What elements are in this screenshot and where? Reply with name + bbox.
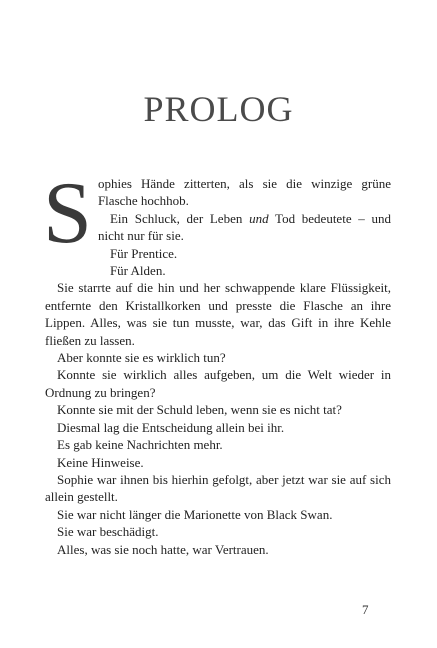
- page-number: 7: [362, 602, 369, 617]
- chapter-title: PROLOG: [143, 89, 294, 129]
- paragraph-2: [45, 210, 391, 245]
- paragraph-2-text-a: Ein Schluck, der Leben: [109, 210, 250, 226]
- paragraph-3: Für Prentice.: [109, 245, 178, 261]
- paragraph-10: Es gab keine Nachrichten mehr.: [57, 437, 223, 453]
- body-text: [43, 165, 392, 558]
- paragraph-11: Keine Hinweise.: [57, 454, 144, 470]
- paragraph-2-emphasis: und: [249, 210, 269, 226]
- paragraph-9: Diesmal lag die Entscheidung allein bei ihr.: [57, 419, 285, 435]
- paragraph-8: Konnte sie mit der Schuld leben, wenn sie es nicht tat?: [57, 402, 342, 418]
- drop-cap: S: [43, 165, 92, 262]
- paragraph-7: Konnte sie wirklich alles aufgeben, um die Welt wieder in Ordnung zu bringen?: [45, 367, 391, 400]
- paragraph-6: Aber konnte sie es wirklich tun?: [57, 350, 226, 366]
- paragraph-5: Sie starrte auf die hin und her schwappende klare Flüssigkeit, entfernte den Kristallkorken und presste die Flasche an ihre Lippen. Alles, was sie tun musste, war, das Gift in ihre Kehle fließen zu lassen.: [45, 280, 391, 348]
- paragraph-15: Alles, was sie noch hatte, war Vertrauen.: [57, 541, 269, 557]
- paragraph-12: Sophie war ihnen bis hierhin gefolgt, aber jetzt war sie auf sich allein gestellt.: [45, 471, 391, 505]
- paragraph-1-text: ophies Hände zitterten, als sie die winzige grüne Flasche hochhob.: [97, 176, 391, 209]
- paragraph-13: Sie war nicht länger die Marionette von Black Swan.: [57, 506, 333, 522]
- paragraph-4: Für Alden.: [109, 263, 166, 279]
- paragraph-2-text-b: Tod bedeutete – und nicht nur für sie.: [97, 210, 392, 244]
- paragraph-14: Sie war beschädigt.: [57, 524, 159, 540]
